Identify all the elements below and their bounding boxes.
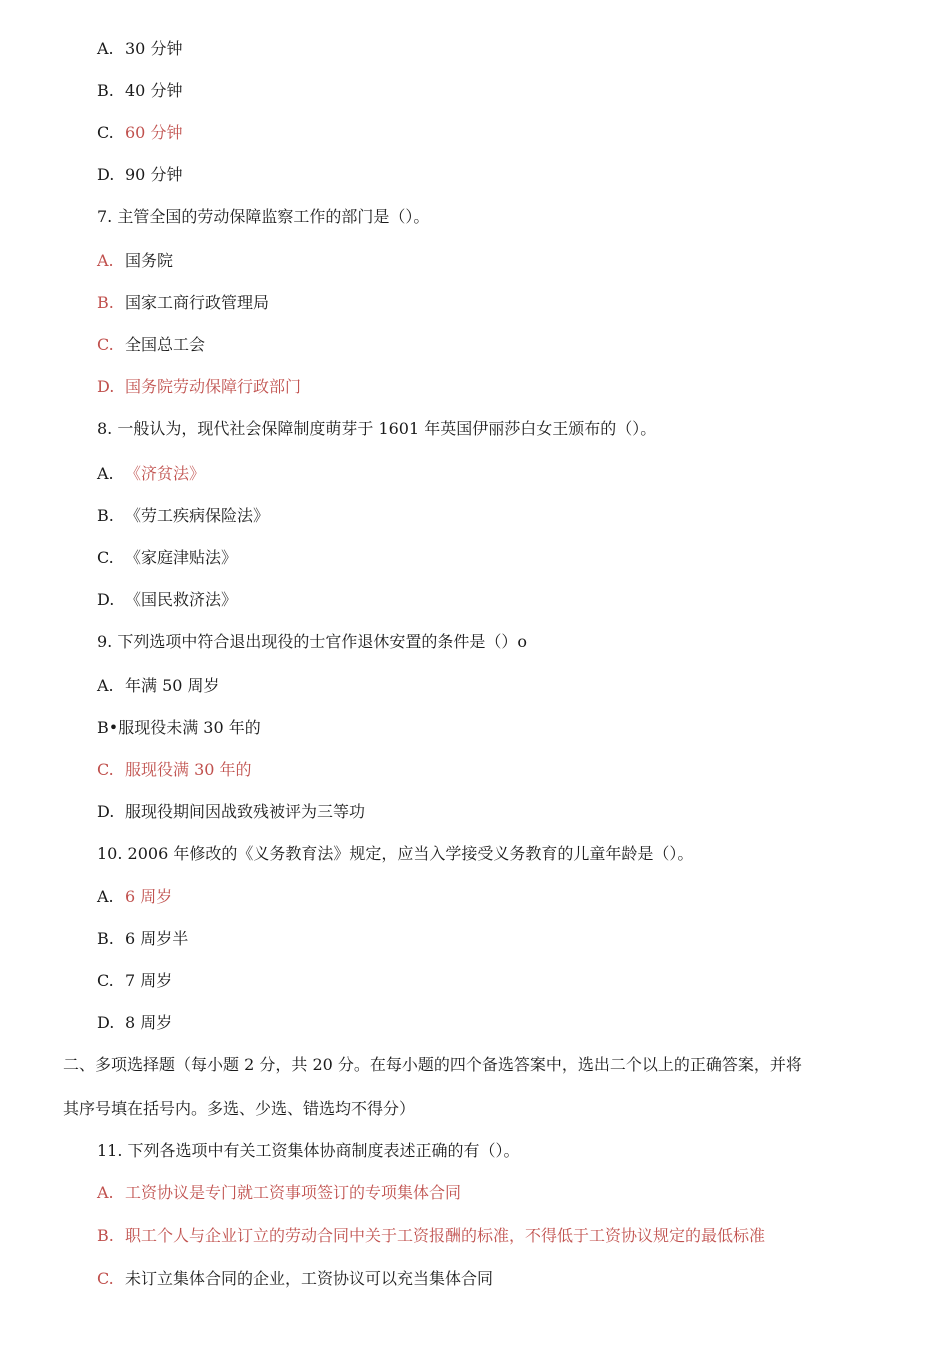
option-label: A. xyxy=(97,464,114,483)
option-label: A. xyxy=(97,251,114,270)
option-text: 《国民救济法》 xyxy=(125,590,238,609)
option-label: D. xyxy=(97,590,115,609)
option-label: C. xyxy=(97,971,114,990)
option-label: B. xyxy=(97,506,114,525)
option-label: D. xyxy=(97,1013,115,1032)
option-label: A. xyxy=(97,676,114,695)
answer-option xyxy=(97,1182,461,1204)
question-text: 7. 主管全国的劳动保障监察工作的部门是（）。 xyxy=(97,207,430,226)
answer-option xyxy=(97,80,182,102)
option-text: 未订立集体合同的企业，工资协议可以充当集体合同 xyxy=(125,1269,494,1288)
option-label: D. xyxy=(97,802,115,821)
option-text: 服现役期间因战致残被评为三等功 xyxy=(125,802,366,821)
answer-option xyxy=(97,675,220,697)
option-text: 年满 50 周岁 xyxy=(125,676,220,695)
option-label: C. xyxy=(97,760,114,779)
option-label: A. xyxy=(97,39,114,58)
option-label: B. xyxy=(97,929,114,948)
answer-option xyxy=(97,589,237,611)
answer-option xyxy=(97,334,205,356)
option-text: 国务院劳动保障行政部门 xyxy=(125,377,302,396)
option-text: 服现役未满 30 年的 xyxy=(118,718,261,737)
answer-option xyxy=(97,505,269,527)
answer-option xyxy=(97,376,301,398)
answer-option xyxy=(97,759,252,781)
question-text: 8. 一般认为，现代社会保障制度萌芽于 1601 年英国伊丽莎白女王颁布的（）。 xyxy=(97,419,657,438)
answer-option xyxy=(97,250,173,272)
option-text: 60 分钟 xyxy=(125,123,183,142)
option-text: 服现役满 30 年的 xyxy=(125,760,252,779)
option-text: 6 周岁 xyxy=(125,887,173,906)
answer-option xyxy=(97,1012,172,1034)
section-heading: 其序号填在括号内。多选、少选、错选均不得分） xyxy=(63,1099,416,1118)
option-label: C. xyxy=(97,1269,114,1288)
option-text: 国务院 xyxy=(125,251,174,270)
answer-option xyxy=(97,1268,493,1290)
option-label: D. xyxy=(97,377,115,396)
option-text: 90 分钟 xyxy=(125,165,183,184)
answer-option xyxy=(97,886,172,908)
option-text: 8 周岁 xyxy=(125,1013,173,1032)
option-text: 7 周岁 xyxy=(125,971,173,990)
option-text: 《劳工疾病保险法》 xyxy=(125,506,270,525)
option-text: 《家庭津贴法》 xyxy=(125,548,238,567)
option-text: 职工个人与企业订立的劳动合同中关于工资报酬的标准，不得低于工资协议规定的最低标准 xyxy=(125,1226,766,1245)
answer-option xyxy=(97,122,182,144)
option-label: C. xyxy=(97,123,114,142)
answer-option xyxy=(97,1225,765,1247)
answer-option xyxy=(97,547,237,569)
option-text: 40 分钟 xyxy=(125,81,183,100)
answer-option xyxy=(97,292,269,314)
answer-option xyxy=(97,928,188,950)
option-label: B. xyxy=(97,81,114,100)
option-label: B• xyxy=(97,718,119,737)
option-text: 30 分钟 xyxy=(125,39,183,58)
option-label: A. xyxy=(97,887,114,906)
answer-option xyxy=(97,463,205,485)
answer-option xyxy=(97,164,182,186)
option-label: B. xyxy=(97,1226,114,1245)
option-text: 全国总工会 xyxy=(125,335,206,354)
section-heading: 二、多项选择题（每小题 2 分，共 20 分。在每小题的四个备选答案中，选出二个以上的正确答案，并将 xyxy=(63,1055,802,1074)
option-label: B. xyxy=(97,293,114,312)
option-label: A. xyxy=(97,1183,114,1202)
question-text: 9. 下列选项中符合退出现役的士官作退休安置的条件是（）o xyxy=(97,632,527,651)
answer-option xyxy=(97,717,261,739)
answer-option xyxy=(97,38,182,60)
answer-option xyxy=(97,970,172,992)
option-label: D. xyxy=(97,165,115,184)
answer-option xyxy=(97,801,365,823)
option-text: 国家工商行政管理局 xyxy=(125,293,270,312)
option-text: 6 周岁半 xyxy=(125,929,189,948)
question-text: 10. 2006 年修改的《义务教育法》规定，应当入学接受义务教育的儿童年龄是（）。 xyxy=(97,844,694,863)
option-text: 《济贫法》 xyxy=(125,464,206,483)
option-label: C. xyxy=(97,548,114,567)
option-text: 工资协议是专门就工资事项签订的专项集体合同 xyxy=(125,1183,462,1202)
option-label: C. xyxy=(97,335,114,354)
question-text: 11. 下列各选项中有关工资集体协商制度表述正确的有（）。 xyxy=(97,1141,520,1160)
